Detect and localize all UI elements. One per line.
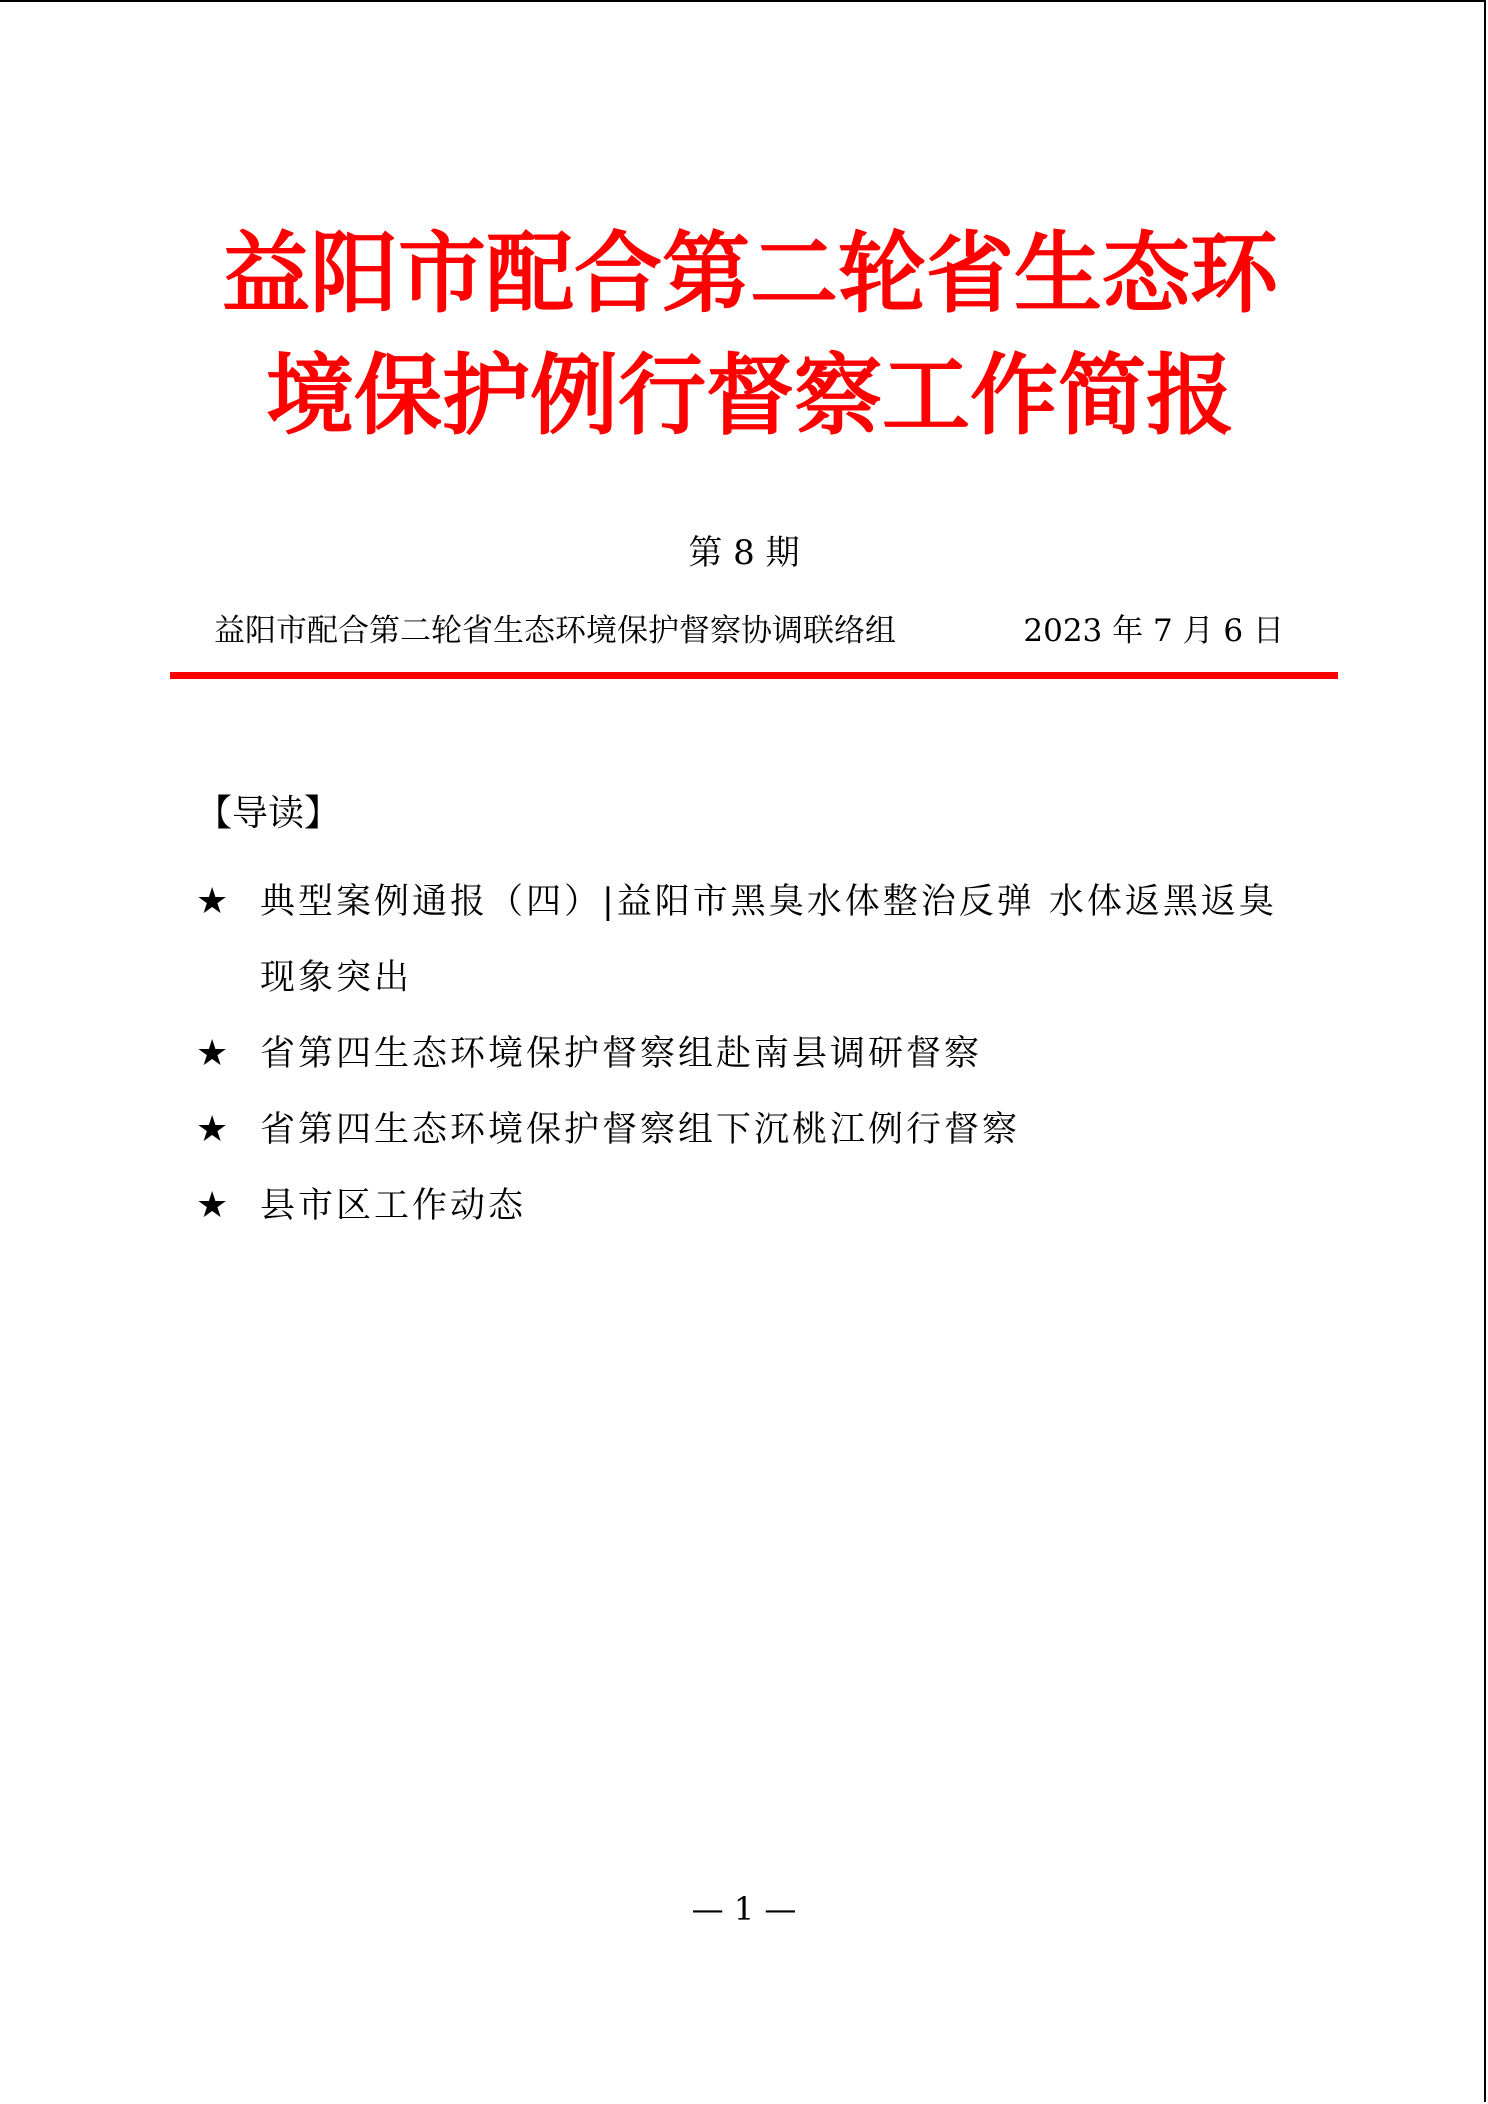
bulletin-title — [150, 212, 1350, 456]
guide-item-text: 省第四生态环境保护督察组赴南县调研督察 — [260, 1034, 983, 1074]
black-star-icon: ★ — [196, 1185, 229, 1226]
issue-number: 第 8 期 — [688, 533, 800, 573]
issue-date: 2023 年 7 月 6 日 — [1023, 613, 1284, 649]
guide-item — [196, 864, 1296, 1016]
guide-heading: 【导读】 — [196, 793, 341, 834]
black-star-icon: ★ — [196, 881, 229, 922]
guide-item-text: 典型案例通报（四）|益阳市黑臭水体整治反弹 水体返黑返臭现象突出 — [260, 882, 1277, 998]
guide-item-text: 省第四生态环境保护督察组下沉桃江例行督察 — [260, 1110, 1021, 1150]
page-number: — 1 — — [691, 1890, 797, 1928]
guide-item — [196, 1168, 1296, 1244]
issuer-line — [214, 608, 1284, 654]
issuer-name: 益阳市配合第二轮省生态环境保护督察协调联络组 — [214, 613, 896, 649]
guide-item-text: 县市区工作动态 — [260, 1186, 527, 1226]
black-star-icon: ★ — [196, 1109, 229, 1150]
red-divider-rule — [170, 672, 1338, 679]
black-star-icon: ★ — [196, 1033, 229, 1074]
guide-item — [196, 1016, 1296, 1092]
guide-list — [196, 864, 1296, 1244]
bulletin-title-line-1: 益阳市配合第二轮省生态环 — [221, 221, 1278, 325]
bulletin-title-line-2: 境保护例行督察工作简报 — [265, 343, 1234, 447]
guide-item — [196, 1092, 1296, 1168]
